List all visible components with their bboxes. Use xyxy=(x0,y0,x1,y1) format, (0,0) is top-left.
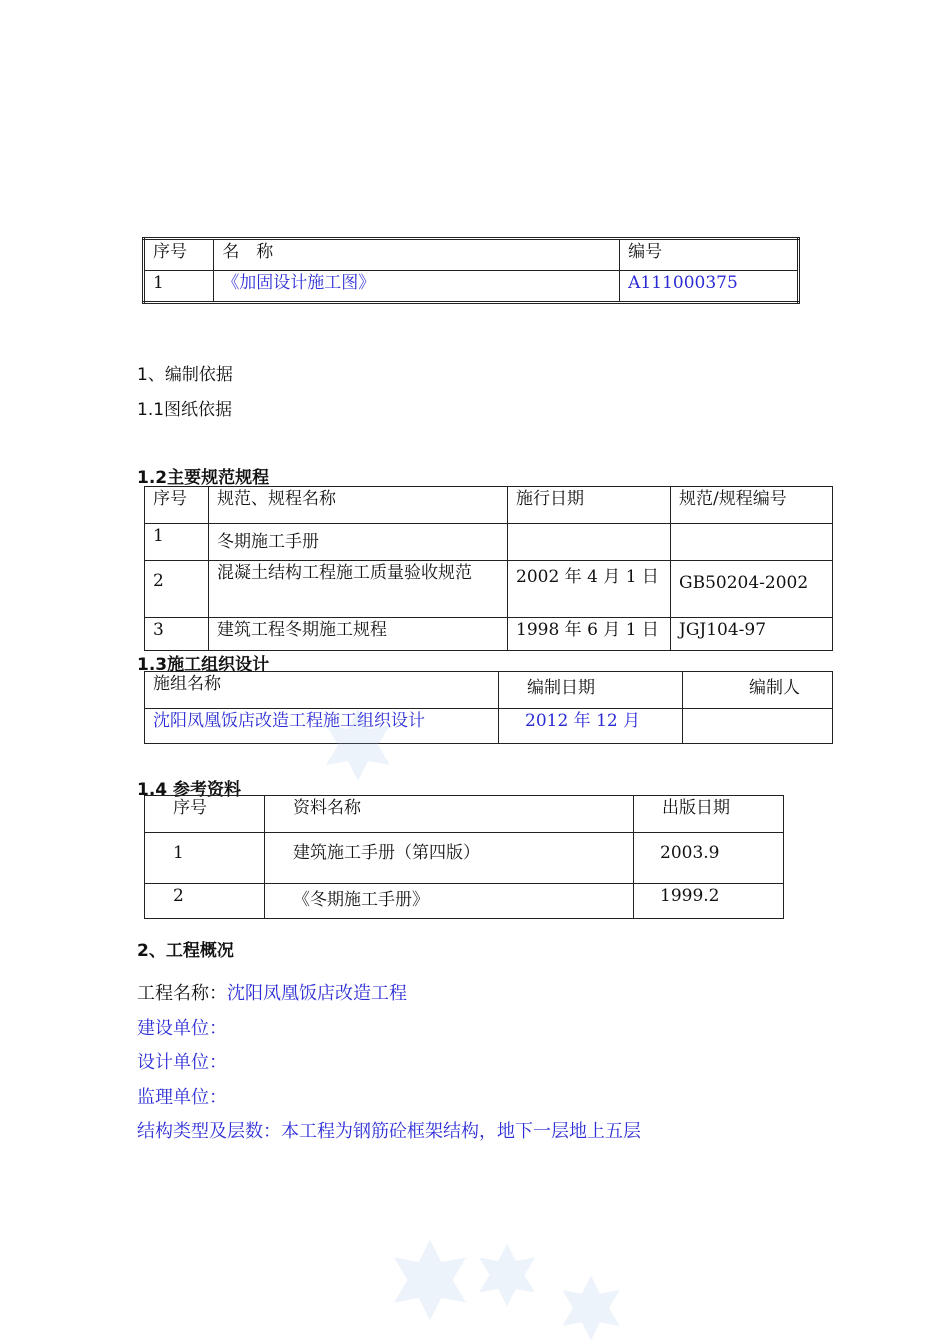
table-row xyxy=(145,524,833,561)
table-cell: 2 xyxy=(145,561,209,618)
table-cell: 2 xyxy=(145,884,265,919)
header-cell: 编制日期 xyxy=(499,672,683,709)
table-cell: JGJ104-97 xyxy=(671,618,833,651)
header-cell: 施行日期 xyxy=(508,487,671,524)
builder-label: 建设单位： xyxy=(137,1018,227,1039)
table-cell: 沈阳凤凰饭店改造工程施工组织设计 xyxy=(145,709,499,744)
table-header-row xyxy=(144,239,799,271)
table-row xyxy=(145,709,833,744)
subsection-1-2-heading: 1.2主要规范规程 xyxy=(137,468,270,488)
header-cell: 规范、规程名称 xyxy=(209,487,508,524)
project-name-line xyxy=(137,979,407,1005)
header-cell: 序号 xyxy=(145,487,209,524)
table-cell: 3 xyxy=(145,618,209,651)
table-cell: 1 xyxy=(144,271,214,303)
header-cell: 序号 xyxy=(145,796,265,833)
header-cell: 施组名称 xyxy=(145,672,499,709)
designer-label: 设计单位： xyxy=(137,1052,227,1073)
table-cell: 冬期施工手册 xyxy=(209,524,508,561)
table-row xyxy=(145,833,784,884)
snowflake-watermark-icon xyxy=(472,1240,542,1310)
construction-org-design-table xyxy=(144,671,833,744)
subsection-1-1-heading: 1.1图纸依据 xyxy=(137,400,233,420)
project-name-label: 工程名称： xyxy=(137,983,227,1004)
table-cell: 2003.9 xyxy=(634,833,784,884)
snowflake-watermark-icon xyxy=(555,1272,627,1344)
header-cell: 出版日期 xyxy=(634,796,784,833)
table-row xyxy=(145,618,833,651)
table-header-row xyxy=(145,487,833,524)
table-cell: 《加固设计施工图》 xyxy=(214,271,620,303)
structure-line: 结构类型及层数：本工程为钢筋砼框架结构，地下一层地上五层 xyxy=(137,1121,641,1142)
supervisor-label: 监理单位： xyxy=(137,1087,227,1108)
table-cell: 2002 年 4 月 1 日 xyxy=(508,561,671,618)
table-cell: 1 xyxy=(145,524,209,561)
project-name-value: 沈阳凤凰饭店改造工程 xyxy=(227,983,407,1004)
header-cell: 编号 xyxy=(620,239,799,271)
snowflake-watermark-icon xyxy=(385,1235,475,1325)
subsection-1-3-heading: 1.3施工组织设计 xyxy=(137,655,270,675)
header-cell: 名 称 xyxy=(214,239,620,271)
table-cell: A111000375 xyxy=(620,271,799,303)
table-row xyxy=(145,884,784,919)
table-cell: 1998 年 6 月 1 日 xyxy=(508,618,671,651)
table-cell: 《冬期施工手册》 xyxy=(265,884,634,919)
table-header-row xyxy=(145,796,784,833)
table-cell: 建筑工程冬期施工规程 xyxy=(209,618,508,651)
header-cell: 序号 xyxy=(144,239,214,271)
table-row xyxy=(145,561,833,618)
table-cell: 建筑施工手册（第四版） xyxy=(265,833,634,884)
table-cell xyxy=(671,524,833,561)
table-cell: 1 xyxy=(145,833,265,884)
standards-table xyxy=(144,486,833,651)
table-cell: 1999.2 xyxy=(634,884,784,919)
table-cell: 2012 年 12 月 xyxy=(499,709,683,744)
subsection-1-4-heading: 1.4 参考资料 xyxy=(137,780,242,800)
snowflake-watermark-icon xyxy=(318,705,398,785)
table-header-row xyxy=(145,672,833,709)
drawing-basis-table xyxy=(142,237,800,304)
table-row xyxy=(144,271,799,303)
header-cell: 资料名称 xyxy=(265,796,634,833)
header-cell: 规范/规程编号 xyxy=(671,487,833,524)
table-cell: 混凝土结构工程施工质量验收规范 xyxy=(209,561,508,618)
header-cell: 编制人 xyxy=(683,672,833,709)
references-table xyxy=(144,795,784,919)
section-2-heading: 2、工程概况 xyxy=(137,941,234,961)
table-cell xyxy=(508,524,671,561)
table-cell: GB50204-2002 xyxy=(671,561,833,618)
table-cell xyxy=(683,709,833,744)
section-1-heading: 1、编制依据 xyxy=(137,365,233,385)
